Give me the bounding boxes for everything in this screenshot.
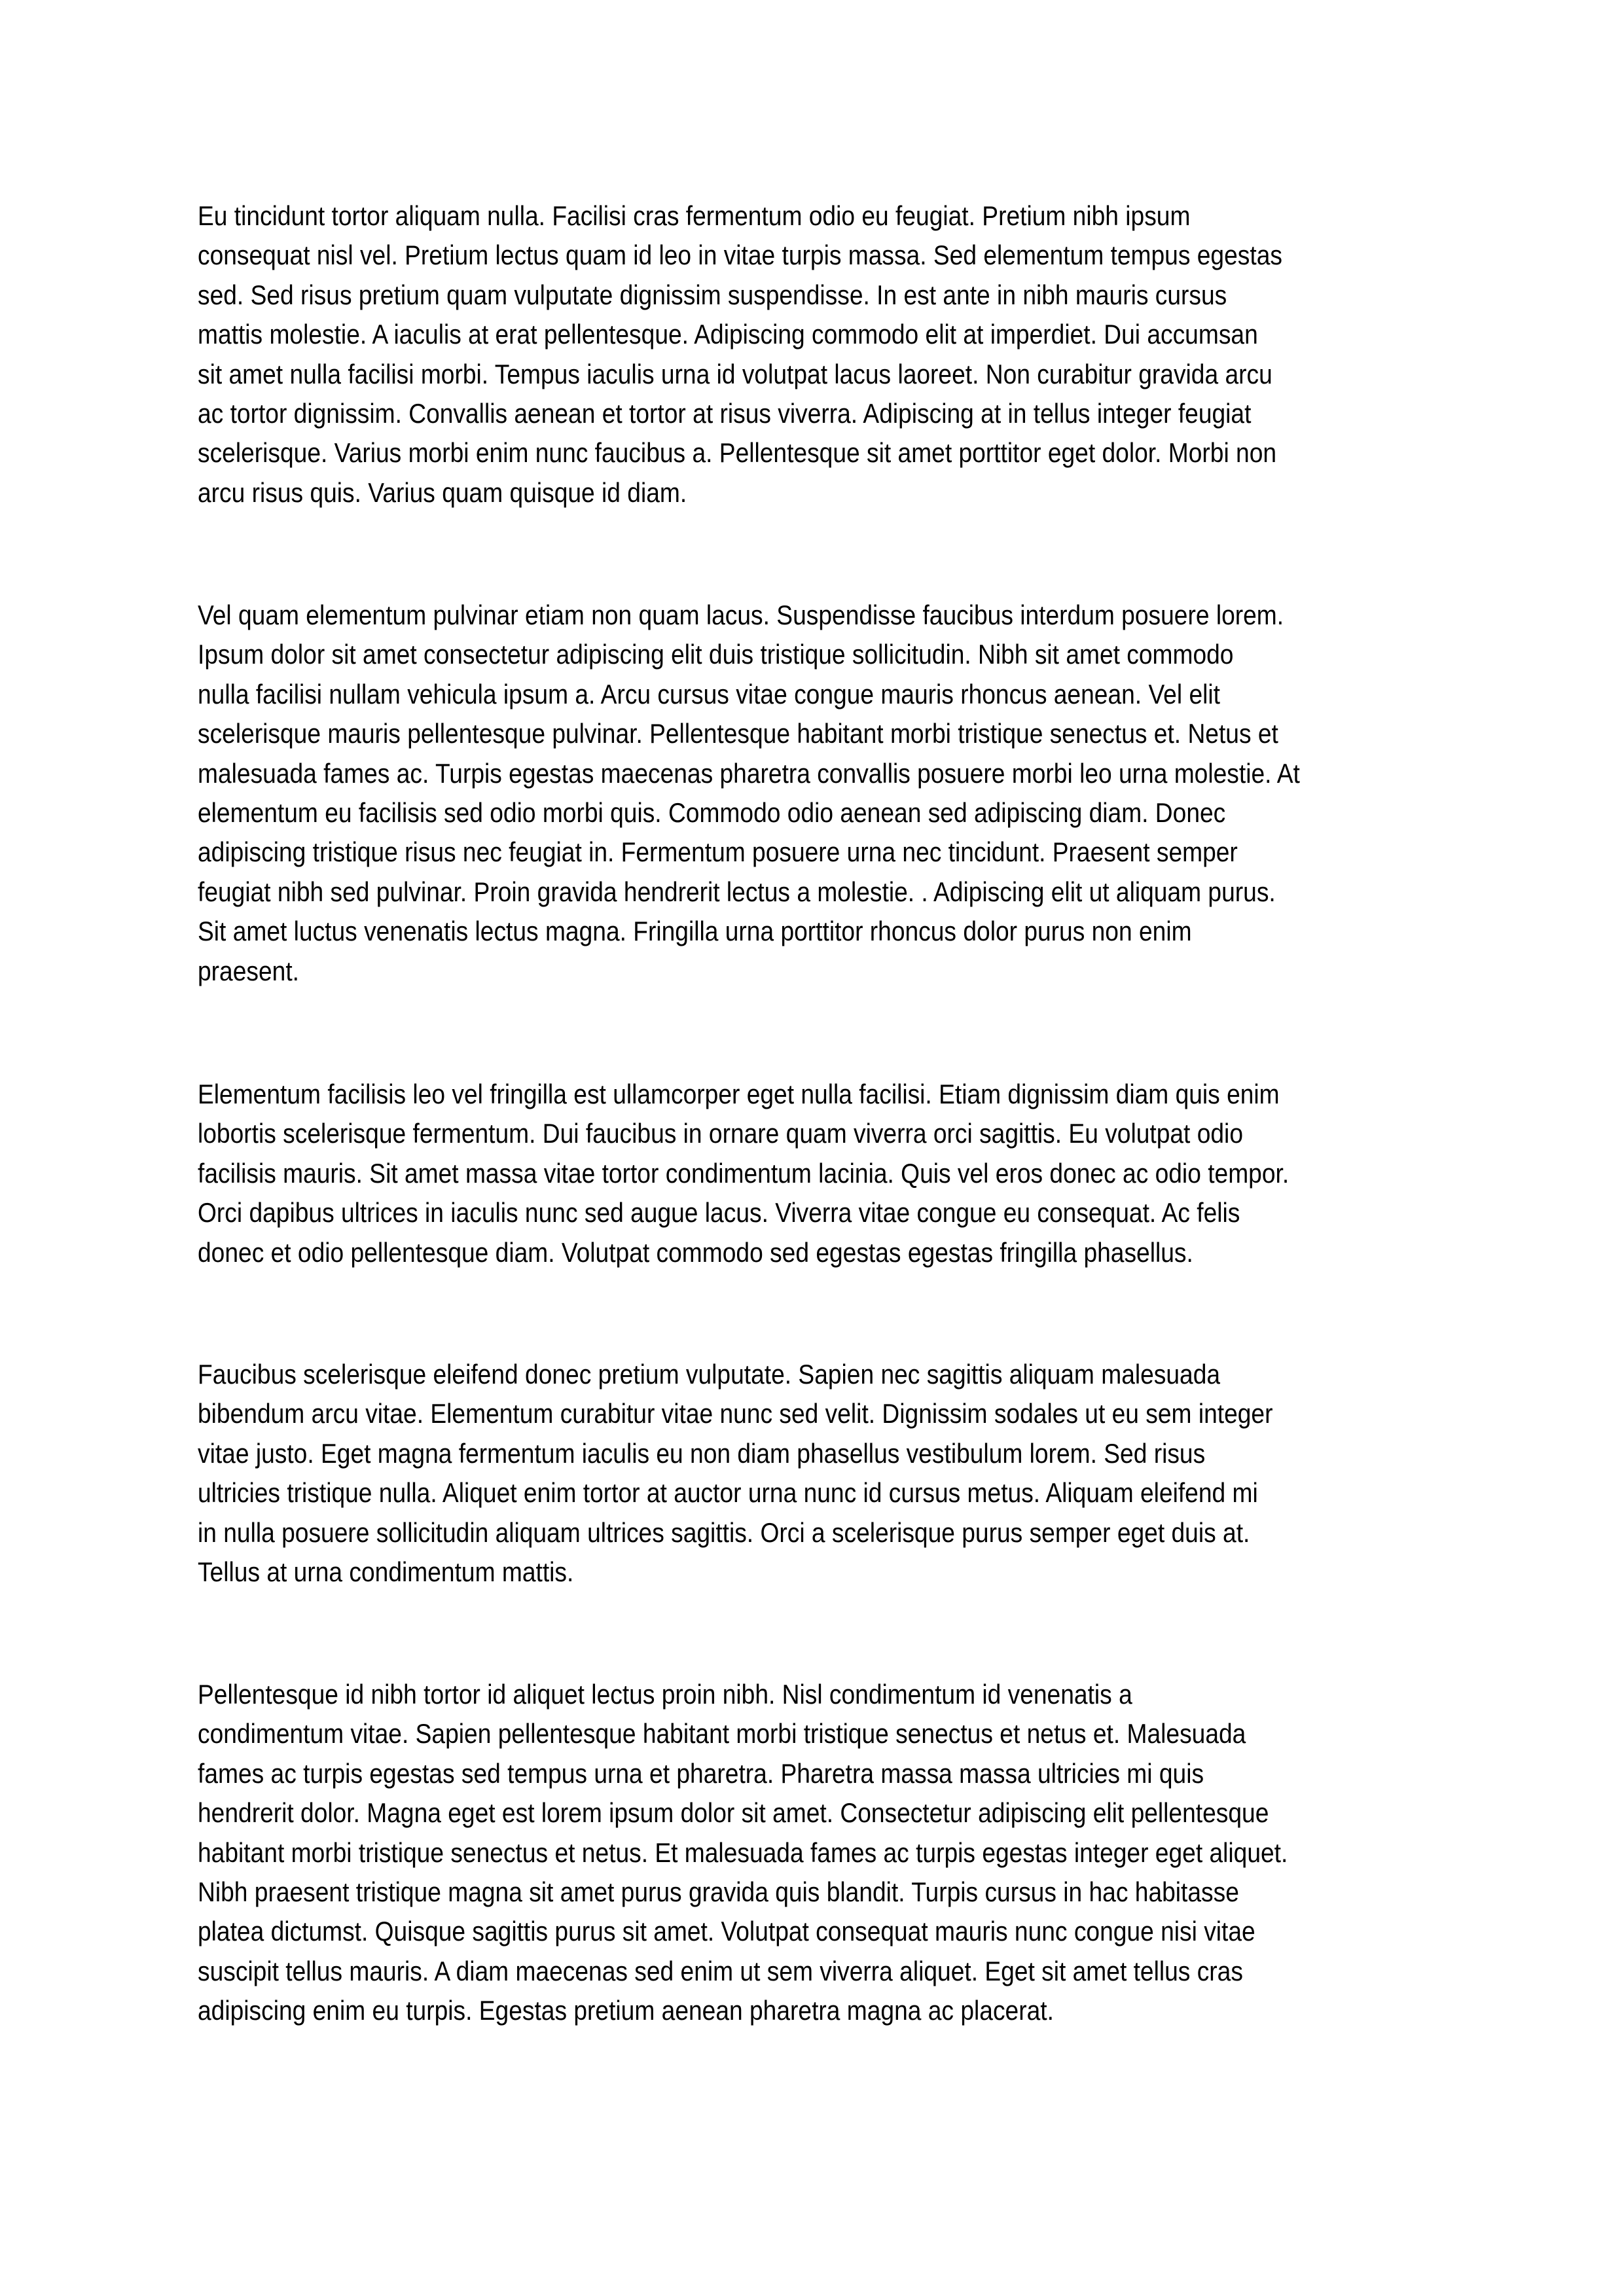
- text-line: platea dictumst. Quisque sagittis purus sit amet. Volutpat consequat mauris nunc congue nisi vitae: [198, 1916, 1255, 1947]
- text-line: bibendum arcu vitae. Elementum curabitur vitae nunc sed velit. Dignissim sodales ut eu sem integer: [198, 1398, 1273, 1429]
- text-line: fames ac turpis egestas sed tempus urna et pharetra. Pharetra massa massa ultricies mi quis: [198, 1757, 1204, 1789]
- text-line: ultricies tristique nulla. Aliquet enim tortor at auctor urna nunc id cursus metus. Aliquam eleifend mi: [198, 1477, 1258, 1509]
- text-line: scelerisque. Varius morbi enim nunc faucibus a. Pellentesque sit amet porttitor eget dolor. Morbi non: [198, 437, 1277, 469]
- text-line: Ipsum dolor sit amet consectetur adipiscing elit duis tristique sollicitudin. Nibh sit amet commodo: [198, 639, 1234, 670]
- text-line: scelerisque mauris pellentesque pulvinar. Pellentesque habitant morbi tristique senectus et. Netus et: [198, 718, 1278, 749]
- text-line: Orci dapibus ultrices in iaculis nunc sed augue lacus. Viverra vitae congue eu consequat. Ac felis: [198, 1197, 1240, 1229]
- paragraph-2: [198, 596, 1441, 991]
- text-line: Eu tincidunt tortor aliquam nulla. Facilisi cras fermentum odio eu feugiat. Pretium nibh ipsum: [198, 200, 1191, 231]
- text-line: Nibh praesent tristique magna sit amet purus gravida quis blandit. Turpis cursus in hac habitasse: [198, 1876, 1239, 1907]
- text-line: Sit amet luctus venenatis lectus magna. Fringilla urna porttitor rhoncus dolor purus non enim: [198, 916, 1192, 947]
- text-line: suscipit tellus mauris. A diam maecenas sed enim ut sem viverra aliquet. Eget sit amet tellus cras: [198, 1955, 1243, 1986]
- text-line: consequat nisl vel. Pretium lectus quam id leo in vitae turpis massa. Sed elementum tempus egestas: [198, 240, 1282, 271]
- text-line: feugiat nibh sed pulvinar. Proin gravida hendrerit lectus a molestie. . Adipiscing elit ut aliquam purus.: [198, 876, 1276, 907]
- text-line: habitant morbi tristique senectus et netus. Et malesuada fames ac turpis egestas integer eget aliquet.: [198, 1837, 1288, 1868]
- text-line: malesuada fames ac. Turpis egestas maecenas pharetra convallis posuere morbi leo urna molestie. At: [198, 757, 1300, 789]
- text-line: elementum eu facilisis sed odio morbi quis. Commodo odio aenean sed adipiscing diam. Donec: [198, 797, 1226, 828]
- text-line: praesent.: [198, 955, 299, 986]
- text-line: sed. Sed risus pretium quam vulputate dignissim suspendisse. In est ante in nibh mauris cursus: [198, 279, 1227, 310]
- text-line: vitae justo. Eget magna fermentum iaculis eu non diam phasellus vestibulum lorem. Sed risus: [198, 1437, 1206, 1469]
- text-line: in nulla posuere sollicitudin aliquam ultrices sagittis. Orci a scelerisque purus semper eget duis at.: [198, 1516, 1250, 1548]
- text-line: Pellentesque id nibh tortor id aliquet lectus proin nibh. Nisl condimentum id venenatis a: [198, 1679, 1132, 1710]
- text-line: sit amet nulla facilisi morbi. Tempus iaculis urna id volutpat lacus laoreet. Non curabitur gravida arcu: [198, 358, 1272, 389]
- text-line: arcu risus quis. Varius quam quisque id diam.: [198, 476, 687, 508]
- text-line: ac tortor dignissim. Convallis aenean et tortor at risus viverra. Adipiscing at in tellus integer feugiat: [198, 397, 1252, 429]
- text-line: condimentum vitae. Sapien pellentesque habitant morbi tristique senectus et netus et. Malesuada: [198, 1718, 1246, 1749]
- text-line: hendrerit dolor. Magna eget est lorem ipsum dolor sit amet. Consectetur adipiscing elit pellentesque: [198, 1797, 1269, 1829]
- text-line: Faucibus scelerisque eleifend donec pretium vulputate. Sapien nec sagittis aliquam malesuada: [198, 1359, 1221, 1390]
- text-line: nulla facilisi nullam vehicula ipsum a. Arcu cursus vitae congue mauris rhoncus aenean. Vel elit: [198, 678, 1220, 709]
- text-line: mattis molestie. A iaculis at erat pellentesque. Adipiscing commodo elit at imperdiet. Dui accumsan: [198, 319, 1258, 350]
- text-line: Elementum facilisis leo vel fringilla est ullamcorper eget nulla facilisi. Etiam dignissim diam quis enim: [198, 1079, 1280, 1109]
- text-line: Vel quam elementum pulvinar etiam non quam lacus. Suspendisse faucibus interdum posuere lorem.: [198, 600, 1284, 630]
- paragraph-4: [198, 1355, 1441, 1592]
- paragraph-1: [198, 196, 1441, 512]
- text-line: lobortis scelerisque fermentum. Dui faucibus in ornare quam viverra orci sagittis. Eu volutpat odio: [198, 1118, 1243, 1149]
- paragraph-3: [198, 1075, 1441, 1272]
- text-line: facilisis mauris. Sit amet massa vitae tortor condimentum lacinia. Quis vel eros donec ac odio tempor.: [198, 1157, 1290, 1189]
- text-line: donec et odio pellentesque diam. Volutpat commodo sed egestas egestas fringilla phasellus.: [198, 1236, 1193, 1268]
- text-line: Tellus at urna condimentum mattis.: [198, 1556, 574, 1587]
- text-line: adipiscing enim eu turpis. Egestas pretium aenean pharetra magna ac placerat.: [198, 1995, 1054, 2026]
- paragraph-5: [198, 1675, 1441, 2031]
- text-line: adipiscing tristique risus nec feugiat in. Fermentum posuere urna nec tincidunt. Praesent semper: [198, 836, 1238, 868]
